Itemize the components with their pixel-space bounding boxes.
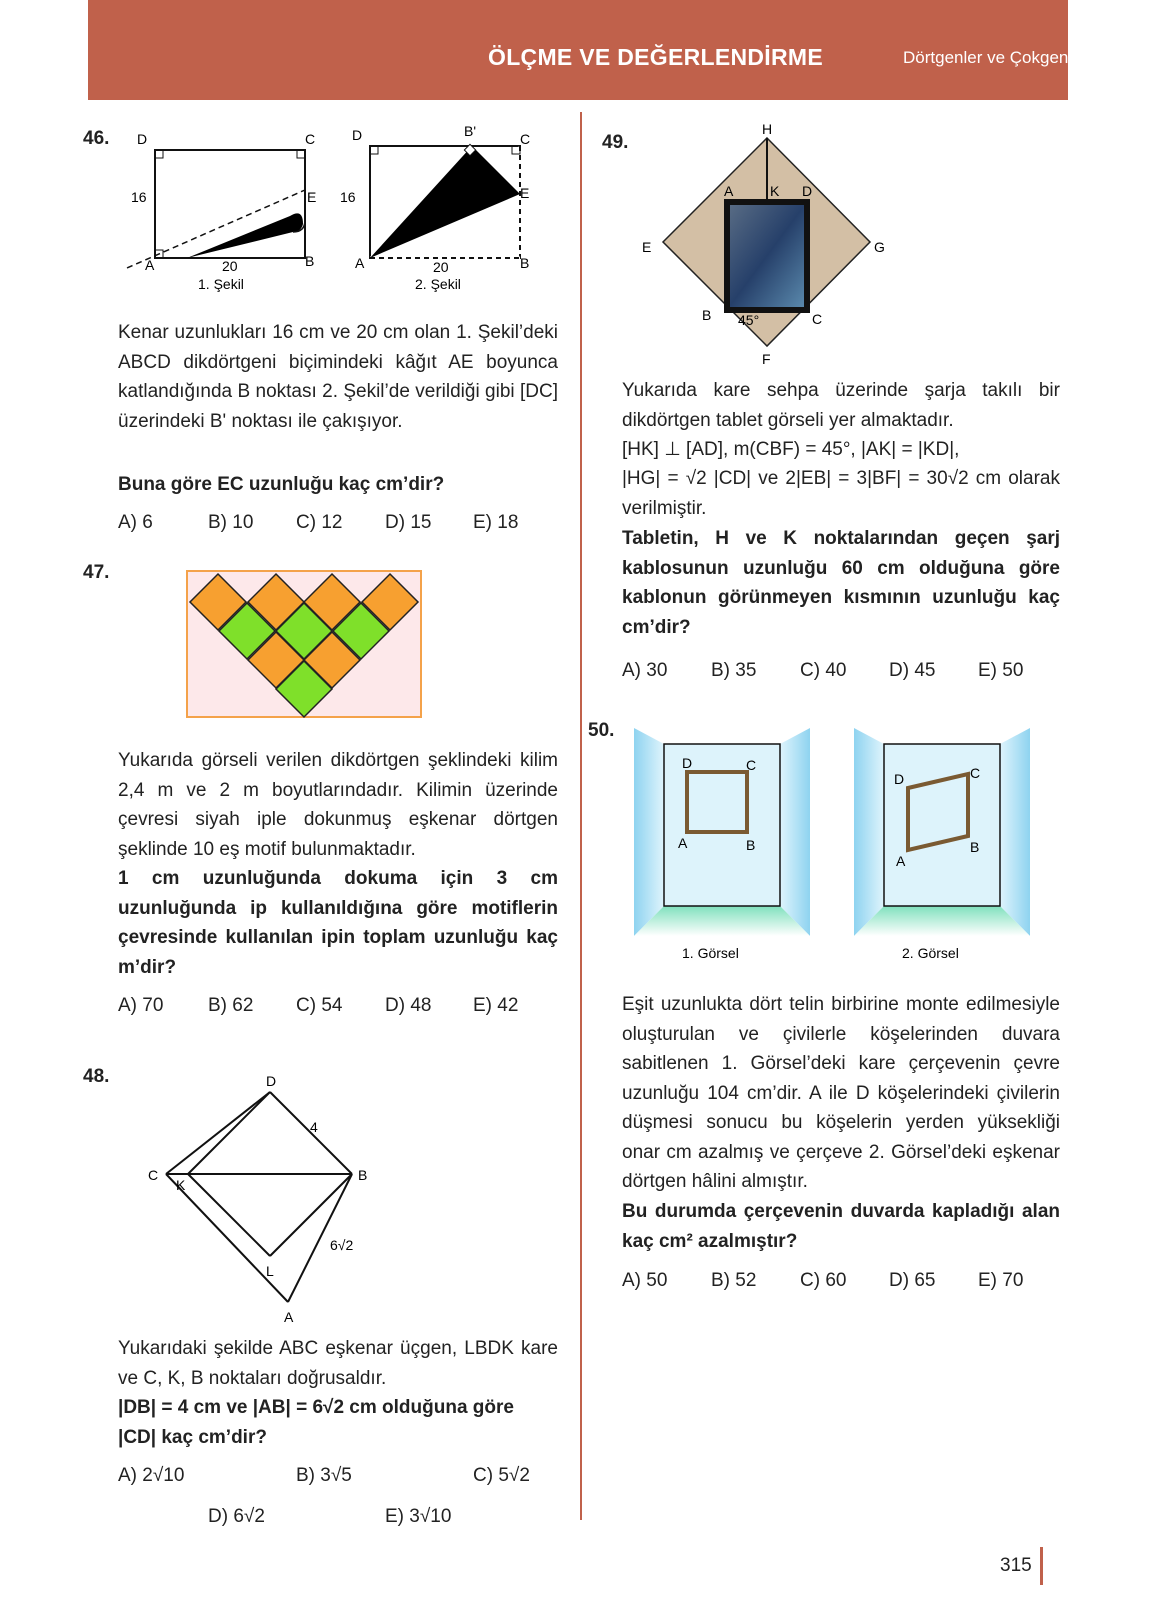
q47-choice-a[interactable]: A) 70 — [118, 995, 164, 1016]
q48-question-post: |CD| kaç cm’dir? — [118, 1427, 267, 1448]
q50-image-2 — [854, 728, 1030, 968]
q46-f2-label-A: A — [355, 255, 365, 271]
q50-img1-label-D: D — [682, 755, 693, 771]
q46-f1-label-C: C — [305, 131, 316, 147]
q49-label-D: D — [802, 183, 813, 199]
q48-choices — [118, 1465, 558, 1535]
q48-label-A: A — [284, 1309, 294, 1325]
q46-number: 46. — [83, 128, 110, 149]
q46-f1-label-D: D — [137, 131, 148, 147]
header-title: ÖLÇME VE DEĞERLENDİRME — [488, 44, 824, 70]
q48-label-L: L — [266, 1263, 274, 1279]
q46-text: Kenar uzunlukları 16 cm ve 20 cm olan 1. Şekil’deki ABCD dikdörtgeni biçimindeki kâğıt AE boyunca katlandığında B noktası 2. Şekil’de verildiği gibi [DC] üzerindeki B' noktası ile çakışıyor. — [118, 322, 558, 432]
q50-question: Bu durumda çerçevenin duvarda kapladığı alan kaç cm² azalmıştır? — [622, 1201, 1060, 1252]
q47-choices — [118, 995, 558, 1019]
q49-text1: Yukarıda kare sehpa üzerinde şarja takılı bir dikdörtgen tablet görseli yer almaktadır. — [622, 380, 1060, 431]
q50-img2-label-D: D — [894, 771, 905, 787]
q46-f2-label-side: 16 — [340, 189, 356, 205]
q47-choice-e[interactable]: E) 42 — [473, 995, 519, 1016]
q46-f1-label-base: 20 — [222, 258, 238, 274]
q47-text: Yukarıda görseli verilen dikdörtgen şeklindeki kilim 2,4 m ve 2 m boyutlarındadır. Kilimin üzerinde çevresi siyah iple dokunmuş eşkenar dörtgen şeklinde 10 eş motif bulunmaktadır. — [118, 750, 558, 860]
q50-img1-caption: 1. Görsel — [682, 945, 739, 961]
q50-img1-label-C: C — [746, 757, 757, 773]
q46-f1-label-B: B — [305, 253, 315, 269]
q50-choice-b[interactable]: B) 52 — [711, 1270, 757, 1291]
q46-f2-label-B: B — [520, 255, 530, 271]
q49-text2: [HK] ⊥ [AD], m(CBF) = 45°, |AK| = |KD|, — [622, 439, 960, 460]
q46-f1-label-A: A — [145, 257, 155, 273]
q46-f2-label-Bp: B' — [464, 124, 477, 139]
q46-question: Buna göre EC uzunluğu kaç cm’dir? — [118, 474, 445, 495]
q47-choice-c[interactable]: C) 54 — [296, 995, 343, 1016]
q48-label-C: C — [148, 1167, 159, 1183]
q48-label-D: D — [266, 1073, 277, 1089]
q49-label-C: C — [812, 311, 823, 327]
q48-choice-e[interactable]: E) 3√10 — [385, 1506, 452, 1527]
header-separator — [1126, 40, 1129, 76]
q48-label-K: K — [176, 1177, 186, 1193]
q50-img2-label-B: B — [970, 839, 980, 855]
q46-f2-label-base: 20 — [433, 259, 449, 275]
q50-img1-label-A: A — [678, 835, 688, 851]
q49-question: Tabletin, H ve K noktalarından geçen şarj kablosunun uzunluğu 60 cm olduğuna göre kablonun görünmeyen kısmının uzunluğu kaç cm’dir? — [622, 528, 1060, 638]
page-number: 315 — [1000, 1555, 1032, 1576]
q49-label-H: H — [762, 122, 773, 137]
q49-choice-d[interactable]: D) 45 — [889, 660, 936, 681]
q48-number: 48. — [83, 1066, 110, 1087]
q47-number: 47. — [83, 562, 110, 583]
q47-choice-b[interactable]: B) 62 — [208, 995, 254, 1016]
q50-img2-label-C: C — [970, 765, 981, 781]
q48-choice-a[interactable]: A) 2√10 — [118, 1465, 185, 1486]
q46-f1-label-E: E — [307, 189, 317, 205]
q47-question: 1 cm uzunluğunda dokuma için 3 cm uzunluğunda ip kullanıldığına göre motiflerin çevresinde kullanılan ipin toplam uzunluğu kaç m’dir? — [118, 868, 558, 978]
q49-text3: |HG| = √2 |CD| ve 2|EB| = 3|BF| = 30√2 cm olarak verilmiştir. — [622, 468, 1060, 519]
q50-choice-c[interactable]: C) 60 — [800, 1270, 847, 1291]
q47-kilim-figure — [186, 570, 422, 720]
q48-label-DB: 4 — [310, 1119, 318, 1135]
q46-f2-label-D: D — [352, 127, 363, 143]
q48-choice-c[interactable]: C) 5√2 — [473, 1465, 530, 1486]
q49-label-A: A — [724, 183, 734, 199]
header-subtitle: Dörtgenler ve Çokgenler — [903, 48, 1088, 67]
q48-question-pre: |DB| = 4 cm ve |AB| = 6√2 cm olduğuna göre — [118, 1397, 514, 1418]
q50-choice-a[interactable]: A) 50 — [622, 1270, 668, 1291]
q46-f1-label-side: 16 — [131, 189, 147, 205]
q50-choice-d[interactable]: D) 65 — [889, 1270, 936, 1291]
page-number-bar — [1040, 1547, 1043, 1585]
q48-label-AB: 6√2 — [330, 1237, 354, 1253]
q48-choice-b[interactable]: B) 3√5 — [296, 1465, 352, 1486]
column-divider — [580, 112, 582, 1520]
q46-f2-label-C: C — [520, 131, 531, 147]
q49-number: 49. — [602, 132, 629, 153]
q46-choice-e[interactable]: E) 18 — [473, 512, 519, 533]
q49-choices — [622, 660, 1060, 684]
q49-choice-a[interactable]: A) 30 — [622, 660, 668, 681]
q50-text: Eşit uzunlukta dört telin birbirine monte edilmesiyle oluşturulan ve çivilerle köşelerinden duvara sabitlenen 1. Görsel’deki kare çerçevenin çevre uzunluğu 104 cm’dir. A ile D köşelerindeki çivilerin düşmesi sonucu bu köşelerin yerden yüksekliği onar cm azalmış ve çerçeve 2. Görsel’deki eşkenar dörtgen hâlini almıştır. — [622, 994, 1060, 1192]
q48-figure — [140, 1070, 390, 1330]
q46-figure-2 — [340, 124, 550, 304]
q50-choice-e[interactable]: E) 70 — [978, 1270, 1024, 1291]
q50-img2-caption: 2. Görsel — [902, 945, 959, 961]
q50-image-1 — [634, 728, 810, 968]
q49-label-G: G — [874, 239, 885, 255]
q48-text: Yukarıdaki şekilde ABC eşkenar üçgen, LBDK kare ve C, K, B noktaları doğrusaldır. — [118, 1338, 558, 1389]
q49-choice-b[interactable]: B) 35 — [711, 660, 757, 681]
q48-choice-d[interactable]: D) 6√2 — [208, 1506, 265, 1527]
q46-choice-d[interactable]: D) 15 — [385, 512, 432, 533]
q49-choice-e[interactable]: E) 50 — [978, 660, 1024, 681]
q46-f2-label-E: E — [520, 185, 530, 201]
q49-choice-c[interactable]: C) 40 — [800, 660, 847, 681]
q46-f2-caption: 2. Şekil — [415, 276, 461, 292]
q46-choice-c[interactable]: C) 12 — [296, 512, 343, 533]
page-header — [88, 0, 1088, 100]
q50-img1-label-B: B — [746, 837, 756, 853]
q48-label-B: B — [358, 1167, 368, 1183]
q49-label-B: B — [702, 307, 712, 323]
q46-figure-1 — [125, 128, 335, 308]
q50-choices — [622, 1270, 1060, 1294]
q46-f1-caption: 1. Şekil — [198, 276, 244, 292]
q49-label-F: F — [762, 351, 771, 367]
q47-choice-d[interactable]: D) 48 — [385, 995, 432, 1016]
q46-choice-a[interactable]: A) 6 — [118, 512, 153, 533]
q49-label-E: E — [642, 239, 652, 255]
q46-choices — [118, 512, 558, 536]
q50-img2-label-A: A — [896, 853, 906, 869]
q49-label-angle: 45° — [738, 312, 760, 328]
q49-figure — [636, 122, 896, 372]
q49-label-K: K — [770, 183, 780, 199]
q46-choice-b[interactable]: B) 10 — [208, 512, 254, 533]
q50-number: 50. — [588, 720, 615, 741]
